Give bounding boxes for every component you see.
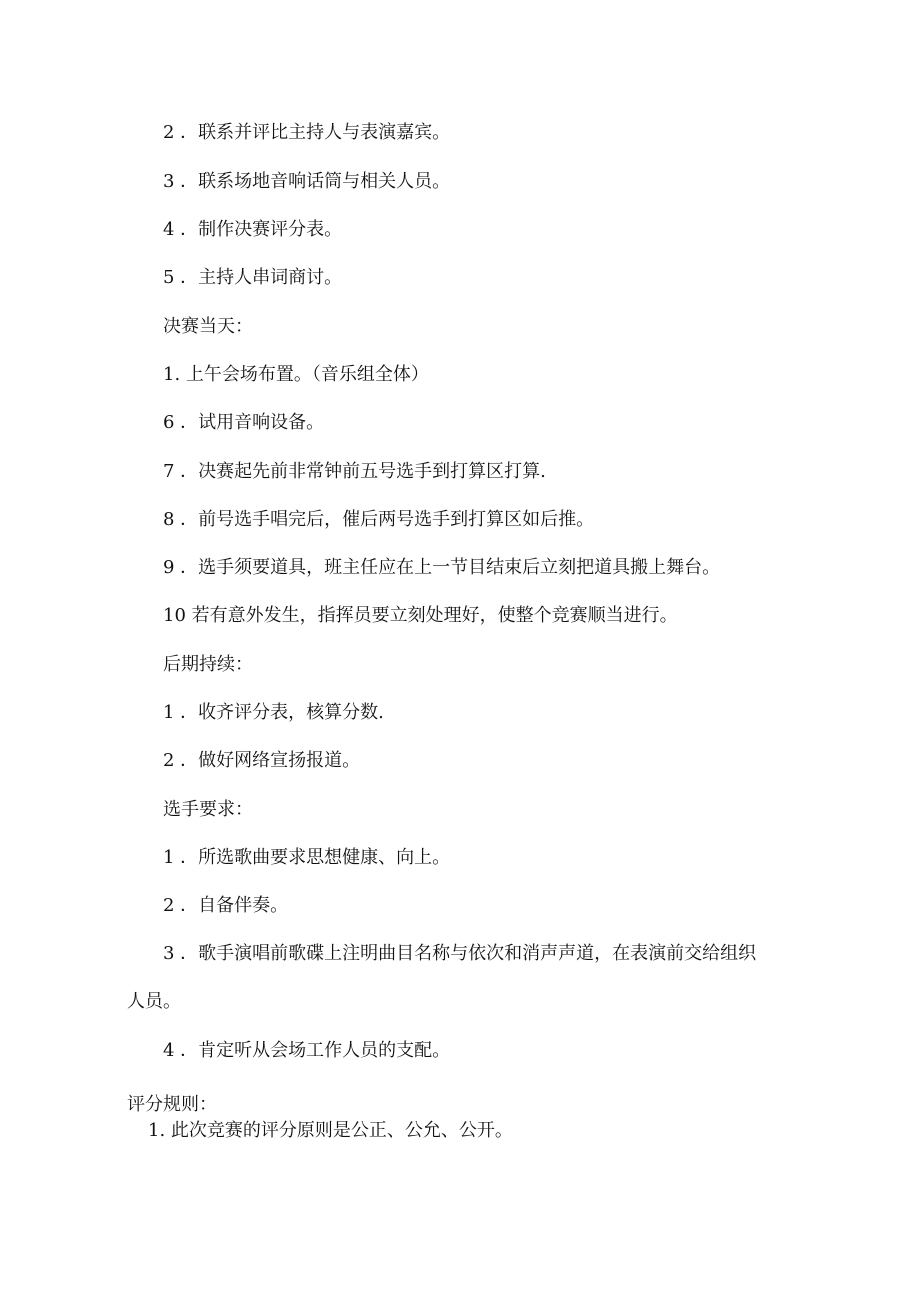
text-line: 3 ．歌手演唱前歌碟上注明曲目名称与依次和消声声道，在表演前交给组织: [163, 943, 757, 964]
text-line: 人员。: [127, 991, 181, 1012]
text-line: 3 ．联系场地音响话筒与相关人员。: [163, 171, 451, 192]
section-heading: 选手要求：: [163, 799, 253, 820]
text-line: 5 ．主持人串词商讨。: [163, 267, 343, 288]
text-line: 1 ．所选歌曲要求思想健康、向上。: [163, 847, 451, 868]
text-line: 8 ．前号选手唱完后，催后两号选手到打算区如后推。: [163, 509, 595, 530]
text-line: 7 ．决赛起先前非常钟前五号选手到打算区打算.: [163, 461, 546, 482]
text-line: 2 ．联系并评比主持人与表演嘉宾。: [163, 122, 451, 143]
section-heading: 评分规则：: [127, 1094, 217, 1115]
text-line: 6 ．试用音响设备。: [163, 412, 325, 433]
text-line: 1. 上午会场布置。（音乐组全体）: [163, 364, 429, 385]
text-line: 10 若有意外发生，指挥员要立刻处理好，使整个竞赛顺当进行。: [163, 605, 678, 626]
section-heading: 决赛当天：: [163, 316, 253, 337]
section-heading: 后期持续：: [163, 654, 253, 675]
text-line: 4 ．制作决赛评分表。: [163, 219, 343, 240]
text-line: 2 ．做好网络宣扬报道。: [163, 750, 361, 771]
text-line: 9 ．选手须要道具，班主任应在上一节目结束后立刻把道具搬上舞台。: [163, 557, 721, 578]
text-line: 2 ．自备伴奏。: [163, 895, 289, 916]
text-line: 1 ．收齐评分表，核算分数.: [163, 702, 384, 723]
text-line: 4 ．肯定听从会场工作人员的支配。: [163, 1040, 451, 1061]
text-line: 1. 此次竞赛的评分原则是公正、公允、公开。: [148, 1120, 513, 1141]
